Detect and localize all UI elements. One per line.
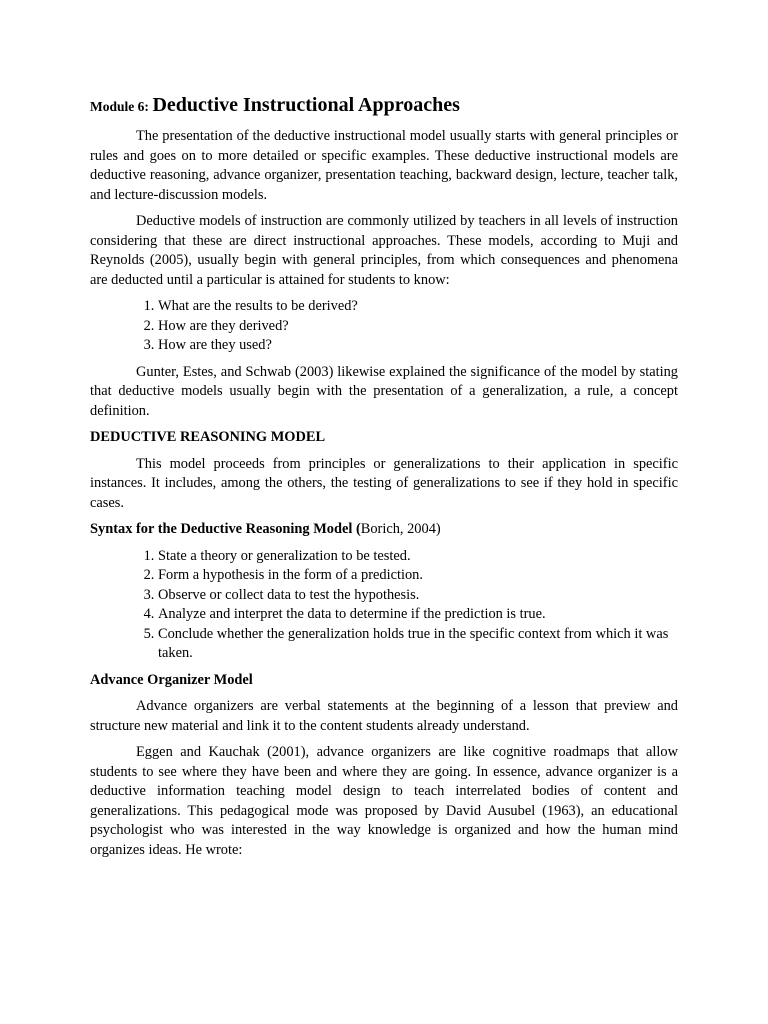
advance-organizer-paragraph-1: Advance organizers are verbal statements at the beginning of a lesson that preview and structure new material and link it to the content students already understand. xyxy=(90,698,678,734)
section-heading-deductive-reasoning: DEDUCTIVE REASONING MODEL xyxy=(90,429,326,445)
list-item: 1. State a theory or generalization to be tested. xyxy=(158,547,678,567)
list-item: 3. Observe or collect data to test the hypothesis. xyxy=(158,586,678,606)
intro-paragraph-1: The presentation of the deductive instructional model usually starts with general principles or rules and goes on to more detailed or specific examples. These deductive instructional models are deductive reasoning, advance organizer, presentation teaching, backward design, lecture, teacher talk, and lecture-discussion models. xyxy=(90,128,678,203)
questions-list xyxy=(90,297,678,356)
list-item: 3. How are they used? xyxy=(158,336,678,356)
section-heading-advance-organizer: Advance Organizer Model xyxy=(90,671,253,688)
syntax-steps-list xyxy=(90,547,678,664)
syntax-heading-bold: Syntax for the Deductive Reasoning Model ( xyxy=(90,521,361,537)
module-title xyxy=(90,93,678,119)
document-page xyxy=(90,93,678,867)
intro-paragraph-3: Gunter, Estes, and Schwab (2003) likewise explained the significance of the model by stating that deductive models usually begin with the presentation of a generalization, a rule, a concept definition. xyxy=(90,363,678,419)
deductive-reasoning-paragraph: This model proceeds from principles or generalizations to their application in specific instances. It includes, among the others, the testing of generalizations to see if they hold in specific cases. xyxy=(90,455,678,511)
list-item: 4. Analyze and interpret the data to determine if the prediction is true. xyxy=(158,605,678,625)
list-item: 2. How are they derived? xyxy=(158,317,678,337)
module-label: Module 6: xyxy=(90,99,149,114)
module-heading: Deductive Instructional Approaches xyxy=(152,94,460,116)
syntax-heading xyxy=(90,520,678,540)
intro-paragraph-2: Deductive models of instruction are commonly utilized by teachers in all levels of instruction considering that these are direct instructional approaches. These models, according to Muji and Reynolds (2005), usually begin with general principles, from which consequences and phenomena are deducted until a particular is attained for students to know: xyxy=(90,213,678,288)
list-item: 1. What are the results to be derived? xyxy=(158,297,678,317)
list-item: 5. Conclude whether the generalization holds true in the specific context from which it was taken. xyxy=(158,625,678,664)
syntax-heading-citation: Borich, 2004) xyxy=(360,521,441,537)
advance-organizer-paragraph-2: Eggen and Kauchak (2001), advance organizers are like cognitive roadmaps that allow students to see where they have been and where they are going. In essence, advance organizer is a deductive information teaching model design to teach interrelated bodies of content and generalizations. This pedagogical mode was proposed by David Ausubel (1963), an educational psychologist who was interested in the way knowledge is organized and how the human mind organizes ideas. He wrote: xyxy=(90,744,678,858)
list-item: 2. Form a hypothesis in the form of a prediction. xyxy=(158,566,678,586)
